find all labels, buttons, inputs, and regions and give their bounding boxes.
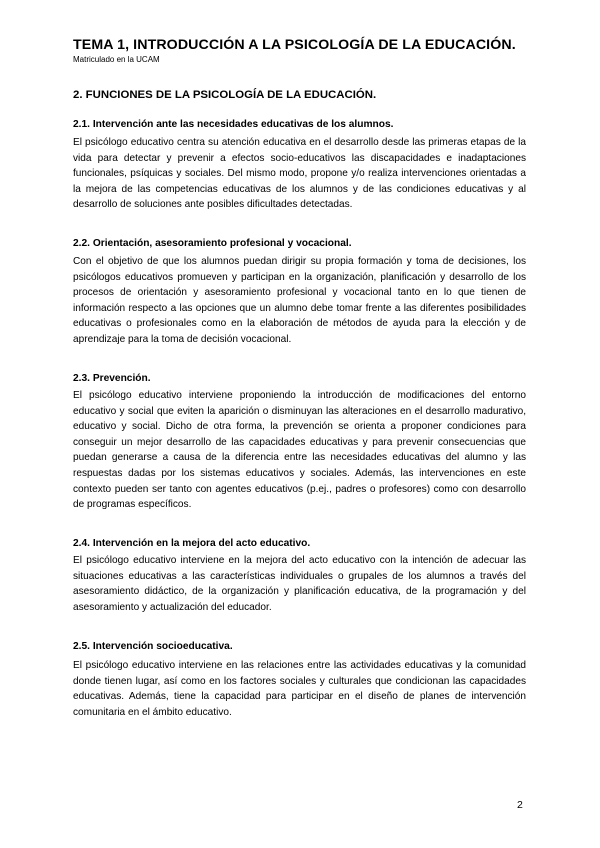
subsection-text-2-4: El psicólogo educativo interviene en la mejora del acto educativo con la intención de adecuar las situaciones educativas a las características individuales o grupales de los alumnos a través del asesoramiento didáctico, de la organización y planificación educativa, de la programación y del asesoramiento y actualización del educador. xyxy=(73,555,526,613)
subsection-heading-2-4: 2.4. Intervención en la mejora del acto educativo. xyxy=(73,538,311,549)
subsection-heading-2-3: 2.3. Prevención. xyxy=(73,373,151,384)
page-number: 2 xyxy=(517,799,523,811)
subsection-heading-2-5: 2.5. Intervención socioeducativa. xyxy=(73,641,233,652)
subsection-text-2-3: El psicólogo educativo interviene proponiendo la introducción de modificaciones del entorno educativo y social que eviten la aparición o disminuyan las alteraciones en el desarrollo madurativo, educativo y social. Dicho de otra forma, la prevención se orienta a proponer condiciones para conseguir un mejor desarrollo de las capacidades educativas y para prevenir consecuencias que puedan generarse a causa de la diferencia entre las necesidades educativas del alumno y las respuestas dadas por los sistemas educativos y sociales. Además, las intervenciones en este contexto pueden ser tanto con agentes educativos (p.ej., padres o profesores) como con desarrollo de programas específicos. xyxy=(73,390,526,511)
document-subtitle: Matriculado en la UCAM xyxy=(73,55,160,64)
subsection-text-2-2: Con el objetivo de que los alumnos puedan dirigir su propia formación y toma de decisiones, los psicólogos educativos promueven y participan en la organización, planificación y desarrollo de los procesos de orientación y asesoramiento profesional y vocacional tanto en lo que tienen de información respecto a las opciones que un alumno debe tomar frente a las diferentes posibilidades educativas o profesionales como en la elaboración de métodos de ayuda para la elección y de aprendizaje para la toma de decisión vocacional. xyxy=(73,256,526,345)
document-title: TEMA 1, INTRODUCCIÓN A LA PSICOLOGÍA DE LA EDUCACIÓN. xyxy=(73,37,516,53)
subsection-heading-2-1: 2.1. Intervención ante las necesidades educativas de los alumnos. xyxy=(73,119,394,130)
subsection-heading-2-2: 2.2. Orientación, asesoramiento profesional y vocacional. xyxy=(73,238,352,249)
subsection-text-2-5: El psicólogo educativo interviene en las relaciones entre las actividades educativas y la comunidad donde tienen lugar, así como en los factores sociales y culturales que condicionan las capacidades educativas. Además, tiene la capacidad para participar en el diseño de planes de intervención comunitaria en el ámbito educativo. xyxy=(73,660,526,718)
subsection-text-2-1: El psicólogo educativo centra su atención educativa en el desarrollo desde las primeras etapas de la vida para detectar y prevenir a efectos socio-educativos las discapacidades e inadaptaciones funcionales, psíquicas y sociales. Del mismo modo, propone y/o realiza intervenciones orientadas a la mejora de las competencias educativas de los alumnos y de las condiciones educativas y al desarrollo de soluciones ante posibles dificultades detectadas. xyxy=(73,137,526,211)
section-heading: 2. FUNCIONES DE LA PSICOLOGÍA DE LA EDUCACIÓN. xyxy=(73,89,377,101)
